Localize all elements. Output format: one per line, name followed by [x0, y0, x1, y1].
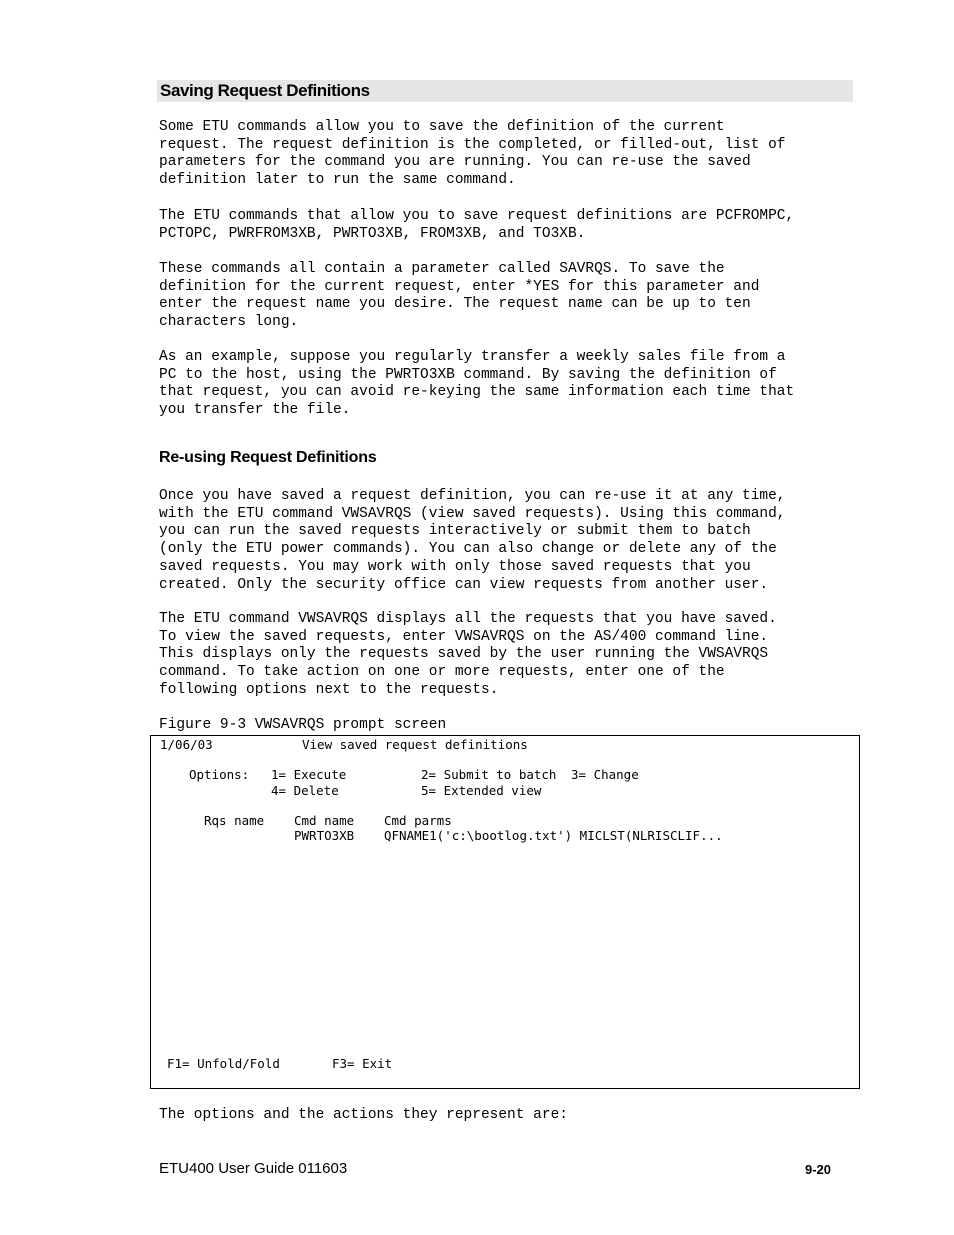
column-header-cmd-parms: Cmd parms: [384, 813, 452, 828]
paragraph-savrqs: These commands all contain a parameter called SAVRQS. To save the definition for the current request, enter *YES for this parameter and enter the request name you desire. The request name can be up to ten characters long.: [159, 261, 760, 331]
options-label: Options:: [189, 767, 250, 782]
option-delete: 4= Delete: [271, 783, 339, 798]
figure-caption: Figure 9-3 VWSAVRQS prompt screen: [159, 717, 447, 733]
screen-title: View saved request definitions: [302, 737, 528, 752]
row-cmd-name: PWRTO3XB: [294, 828, 355, 843]
column-header-cmd-name: Cmd name: [294, 813, 355, 828]
paragraph-reuse: Once you have saved a request definition, you can re-use it at any time, with the ETU command VWSAVRQS (view saved requests). Using this command, you can run the saved requests interactively or submit them to batch (only the ETU power commands). You can also change or delete any of the saved requests. You may work with only those saved requests that you created. Only the security office can view requests from another user.: [159, 488, 786, 593]
closing-text: The options and the actions they represent are:: [159, 1107, 568, 1123]
section-title: Saving Request Definitions: [160, 81, 370, 100]
paragraph-example: As an example, suppose you regularly transfer a weekly sales file from a PC to the host, using the PWRTO3XB command. By saving the definition of that request, you can avoid re-keying the same information each time that you transfer the file.: [159, 349, 795, 419]
terminal-screen: [150, 735, 860, 1089]
option-extended-view: 5= Extended view: [421, 783, 542, 798]
option-change: 3= Change: [571, 767, 639, 782]
option-execute: 1= Execute: [271, 767, 347, 782]
section-heading-bar: [157, 80, 853, 102]
subsection-title: Re-using Request Definitions: [159, 449, 377, 466]
screen-date: 1/06/03: [160, 737, 213, 752]
paragraph-intro: Some ETU commands allow you to save the definition of the current request. The request definition is the completed, or filled-out, list of parameters for the command you are running. You can re-use the saved definition later to run the same command.: [159, 119, 786, 189]
column-header-rqs-name: Rqs name: [204, 813, 265, 828]
page-number: 9-20: [805, 1162, 832, 1177]
f1-unfold-fold-key[interactable]: F1= Unfold/Fold: [167, 1056, 280, 1071]
footer-guide-title: ETU400 User Guide 011603: [159, 1160, 348, 1177]
paragraph-commands: The ETU commands that allow you to save request definitions are PCFROMPC, PCTOPC, PWRFROM3XB, PWRTO3XB, FROM3XB, and TO3XB.: [159, 208, 795, 242]
f3-exit-key[interactable]: F3= Exit: [332, 1056, 393, 1071]
row-cmd-parms: QFNAME1('c:\bootlog.txt') MICLST(NLRISCLIF...: [384, 828, 723, 843]
paragraph-vwsavrqs: The ETU command VWSAVRQS displays all the requests that you have saved. To view the saved requests, enter VWSAVRQS on the AS/400 command line. This displays only the requests saved by the user running the VWSAVRQS command. To take action on one or more requests, enter one of the following options next to the requests.: [159, 611, 777, 698]
option-submit-to-batch: 2= Submit to batch: [421, 767, 557, 782]
